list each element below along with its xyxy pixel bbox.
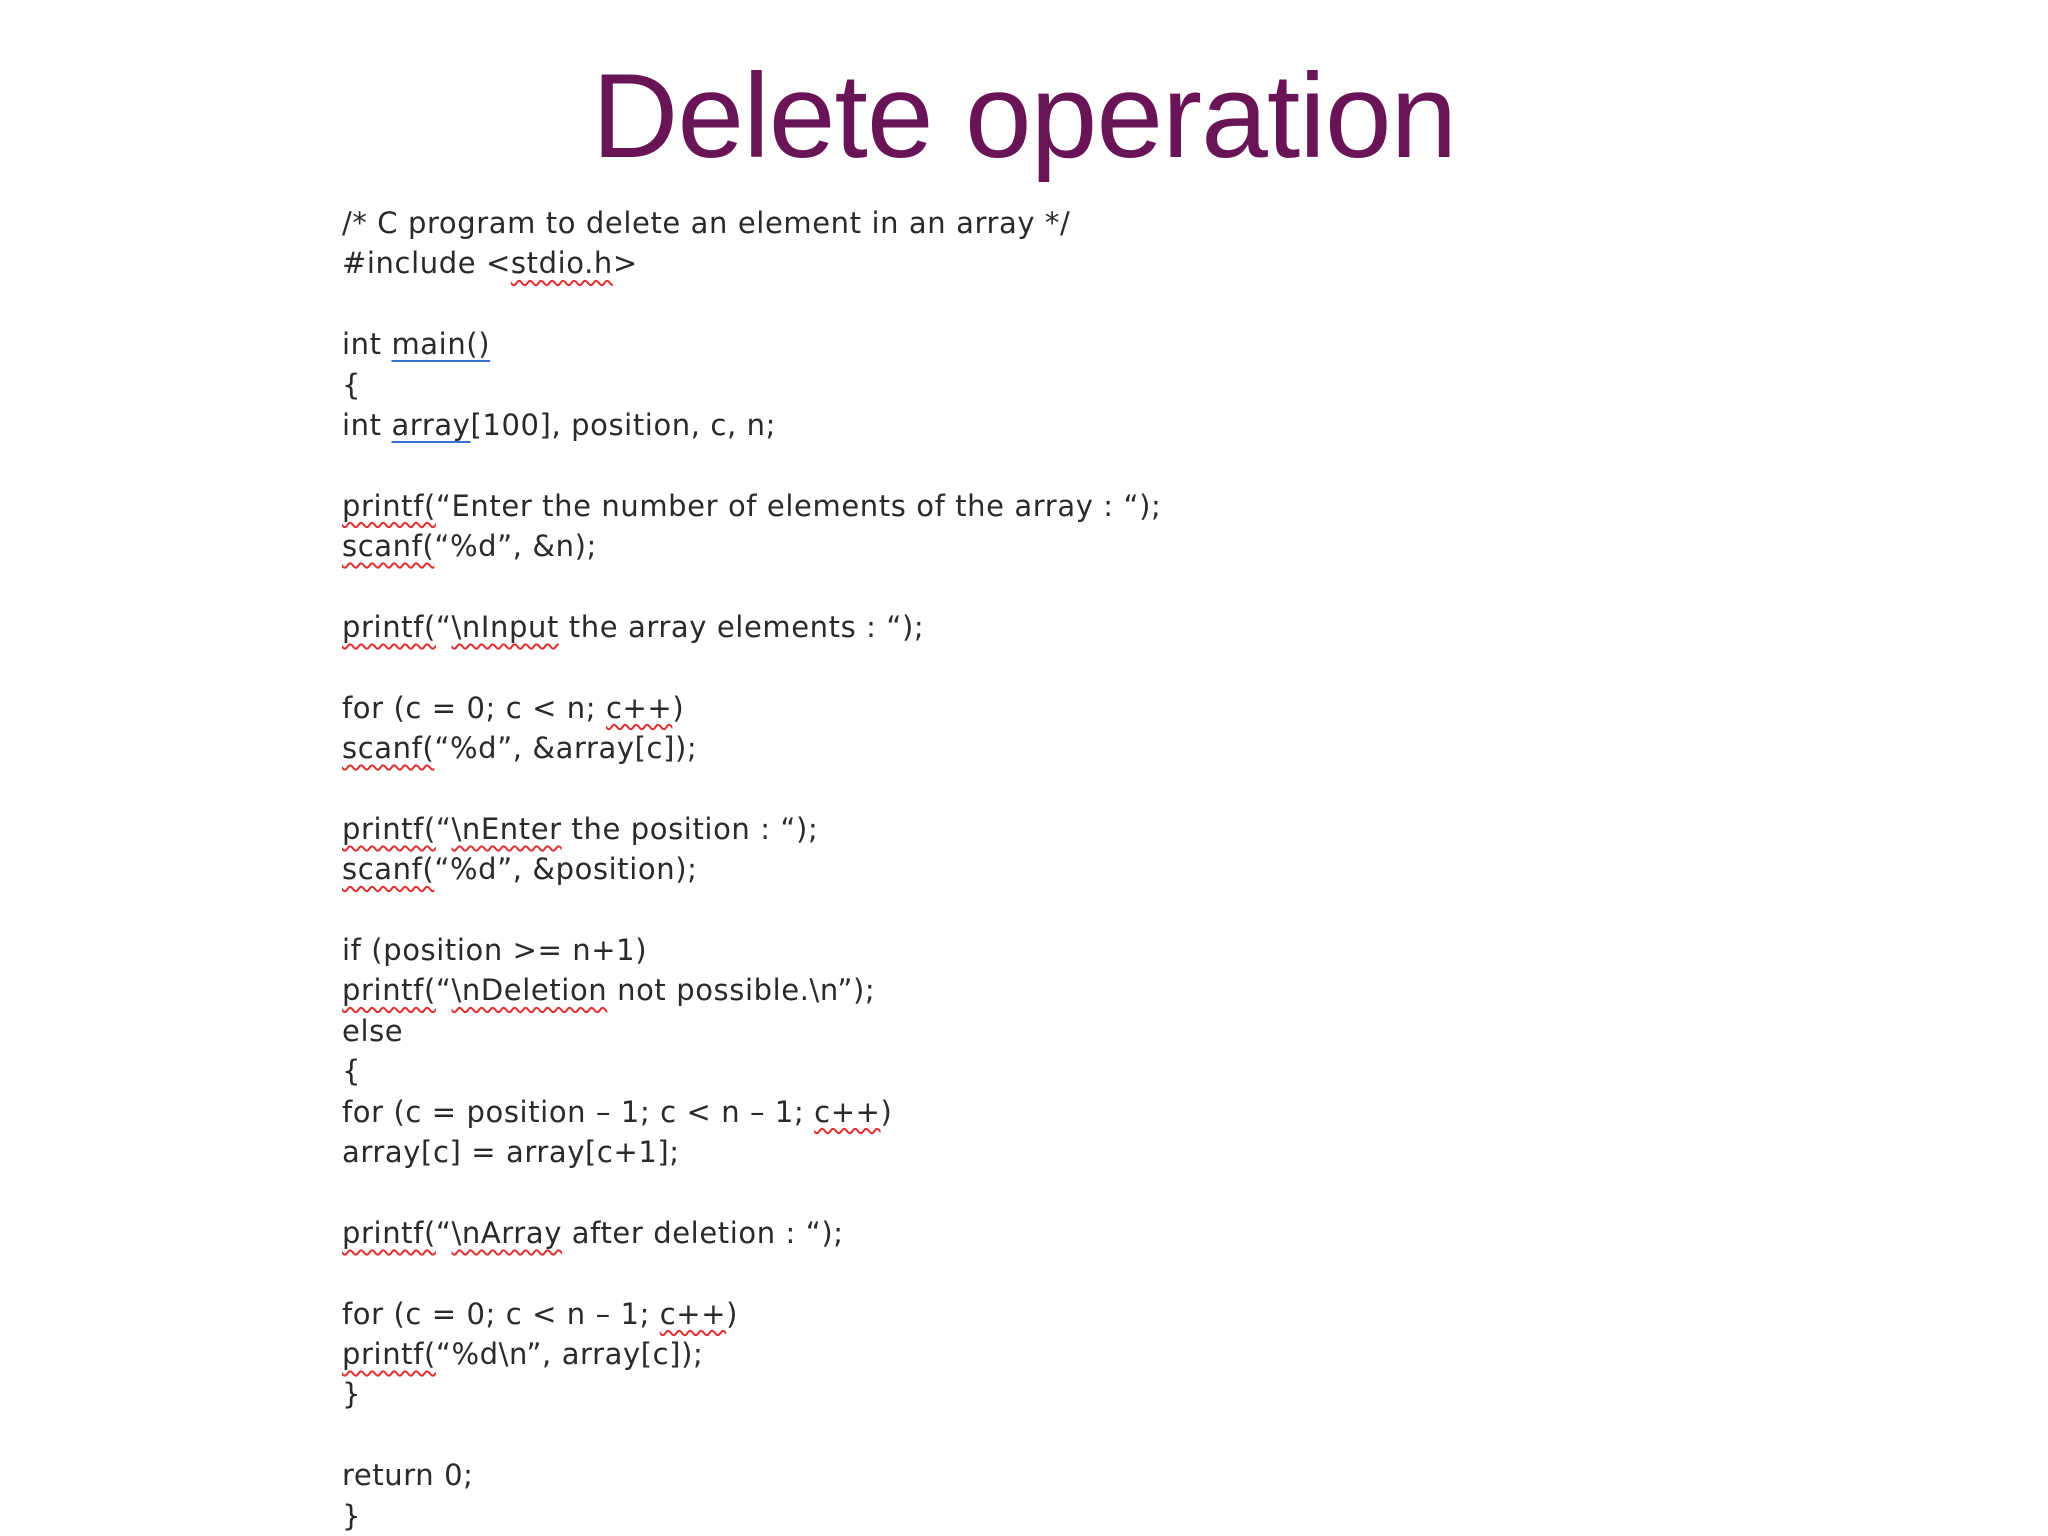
code-token: #include <	[342, 246, 511, 281]
code-token: the position : “);	[561, 811, 819, 846]
code-token: int	[342, 407, 392, 442]
code-line	[342, 1051, 1542, 1091]
code-token: else	[342, 1013, 404, 1048]
code-token: “%d”, &position);	[434, 852, 698, 887]
code-line	[342, 243, 1542, 283]
code-token: “	[435, 609, 452, 644]
spellcheck-flagged-token: scanf(	[342, 529, 435, 564]
spellcheck-flagged-token: c++	[605, 690, 673, 725]
spellcheck-flagged-token: c++	[814, 1094, 881, 1129]
code-line	[342, 324, 1542, 364]
code-line	[342, 1496, 1542, 1536]
code-line	[342, 1334, 1542, 1374]
code-line	[342, 526, 1542, 566]
code-blank-line	[342, 768, 1542, 808]
code-token: the array elements : “);	[558, 609, 925, 644]
code-blank-line	[342, 567, 1542, 607]
code-token: “%d”, &array[c]);	[434, 731, 698, 766]
code-token: “	[435, 973, 452, 1008]
code-line	[342, 688, 1542, 728]
code-blank-line	[342, 445, 1542, 485]
code-token: )	[672, 690, 685, 725]
spellcheck-flagged-token: scanf(	[342, 731, 435, 766]
code-token: [100], position, c, n;	[470, 407, 776, 442]
code-blank-line	[342, 284, 1542, 324]
code-line	[342, 607, 1542, 647]
code-line	[342, 970, 1542, 1010]
code-token: {	[342, 367, 362, 402]
spellcheck-flagged-token: scanf(	[342, 852, 435, 887]
spellcheck-flagged-token: \nArray	[451, 1215, 562, 1250]
code-token: >	[612, 246, 638, 281]
code-line	[342, 405, 1542, 445]
code-line	[342, 203, 1542, 243]
code-token: /* C program to delete an element in an array */	[342, 206, 1071, 240]
code-token: “%d\n”, array[c]);	[435, 1336, 704, 1371]
code-token: int	[342, 327, 392, 362]
grammar-flagged-token: main()	[391, 327, 491, 362]
code-line	[342, 1374, 1542, 1414]
code-token: after deletion : “);	[561, 1215, 844, 1250]
code-token: }	[342, 1377, 362, 1412]
code-line	[342, 365, 1542, 405]
code-token: )	[880, 1094, 893, 1129]
grammar-flagged-token: array	[391, 407, 471, 442]
spellcheck-flagged-token: printf(	[342, 609, 436, 644]
code-blank-line	[342, 647, 1542, 687]
spellcheck-flagged-token: \nInput	[451, 609, 559, 644]
spellcheck-flagged-token: printf(	[342, 1215, 436, 1250]
spellcheck-flagged-token: \nDeletion	[451, 973, 608, 1008]
code-line	[342, 1011, 1542, 1051]
code-line	[342, 1092, 1542, 1132]
code-line	[342, 1294, 1542, 1334]
spellcheck-flagged-token: \nEnter	[451, 811, 562, 846]
code-listing	[342, 203, 1542, 1536]
code-token: “Enter the number of elements of the array : “);	[435, 488, 1162, 523]
code-token: for (c = 0; c < n – 1;	[342, 1296, 660, 1331]
code-token: if (position >= n+1)	[342, 933, 648, 968]
code-line	[342, 930, 1542, 970]
code-token: “	[435, 811, 452, 846]
code-line	[342, 728, 1542, 768]
code-line	[342, 809, 1542, 849]
code-line	[342, 1132, 1542, 1172]
spellcheck-flagged-token: stdio.h	[510, 246, 613, 281]
spellcheck-flagged-token: printf(	[342, 811, 436, 846]
code-line	[342, 1213, 1542, 1253]
code-line	[342, 849, 1542, 889]
spellcheck-flagged-token: printf(	[342, 1336, 436, 1371]
code-token: )	[726, 1296, 739, 1331]
spellcheck-flagged-token: printf(	[342, 488, 436, 523]
code-token: for (c = 0; c < n;	[342, 690, 606, 725]
code-token: for (c = position – 1; c < n – 1;	[342, 1094, 815, 1129]
code-token: “%d”, &n);	[434, 529, 597, 564]
spellcheck-flagged-token: c++	[659, 1296, 727, 1331]
code-line	[342, 486, 1542, 526]
code-token: “	[435, 1215, 452, 1250]
code-token: }	[342, 1498, 362, 1533]
spellcheck-flagged-token: printf(	[342, 973, 436, 1008]
code-token: array[c] = array[c+1];	[342, 1134, 680, 1169]
code-blank-line	[342, 1415, 1542, 1455]
code-blank-line	[342, 890, 1542, 930]
code-token: {	[342, 1054, 362, 1089]
slide-title: Delete operation	[591, 49, 1457, 183]
code-line	[342, 1455, 1542, 1495]
code-blank-line	[342, 1253, 1542, 1293]
code-token: not possible.\n”);	[607, 973, 876, 1008]
code-token: return 0;	[342, 1458, 474, 1493]
code-blank-line	[342, 1172, 1542, 1212]
